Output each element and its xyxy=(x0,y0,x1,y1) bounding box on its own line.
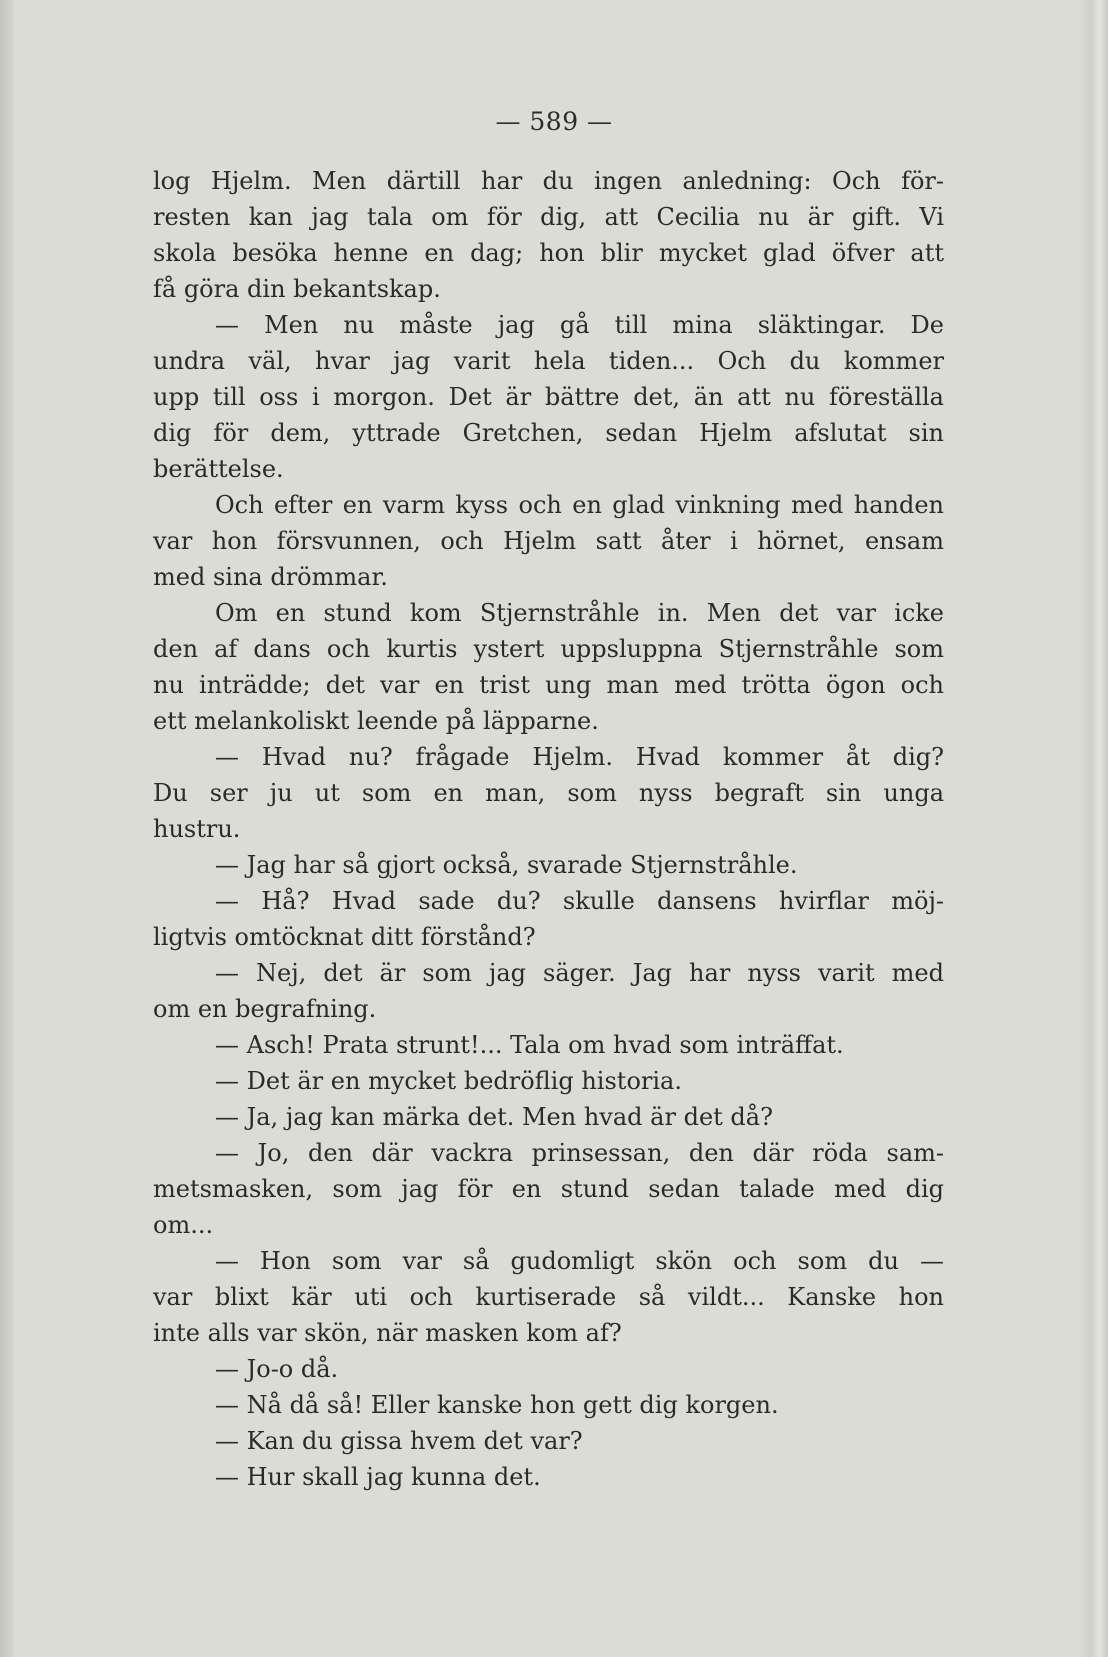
text-line: hustru. xyxy=(153,815,241,843)
text-line: få göra din bekantskap. xyxy=(153,275,441,303)
text-line: var hon försvunnen, och Hjelm satt åter i hörnet, ensam xyxy=(153,527,944,555)
text-line: — Jo-o då. xyxy=(215,1355,339,1383)
text-line: — Nej, det är som jag säger. Jag har nyss varit med xyxy=(215,959,944,987)
text-line: om... xyxy=(153,1211,214,1239)
text-line: resten kan jag tala om för dig, att Cecilia nu är gift. Vi xyxy=(153,203,944,231)
text-line: den af dans och kurtis ystert uppsluppna Stjernstråhle som xyxy=(153,635,944,663)
text-line: om en begrafning. xyxy=(153,995,377,1023)
text-line: — Jo, den där vackra prinsessan, den där röda sam- xyxy=(215,1139,944,1167)
text-line: — Kan du gissa hvem det var? xyxy=(215,1427,583,1455)
text-line: nu inträdde; det var en trist ung man med trötta ögon och xyxy=(153,671,944,699)
text-line: undra väl, hvar jag varit hela tiden... Och du kommer xyxy=(153,347,944,375)
text-line: — Hon som var så gudomligt skön och som du — xyxy=(215,1247,944,1275)
text-line: — Asch! Prata strunt!... Tala om hvad som inträffat. xyxy=(215,1031,844,1059)
text-line: — Hå? Hvad sade du? skulle dansens hvirflar möj- xyxy=(215,887,944,915)
text-line: skola besöka henne en dag; hon blir mycket glad öfver att xyxy=(153,239,944,267)
page-number: — 589 — xyxy=(495,107,613,136)
page-gutter-shadow xyxy=(0,0,14,1657)
text-line: Och efter en varm kyss och en glad vinkning med handen xyxy=(215,491,944,519)
text-line: — Hvad nu? frågade Hjelm. Hvad kommer åt dig? xyxy=(215,743,944,771)
text-line: — Ja, jag kan märka det. Men hvad är det då? xyxy=(215,1103,773,1131)
text-line: log Hjelm. Men därtill har du ingen anledning: Och för- xyxy=(153,167,944,195)
body-text xyxy=(153,163,944,1495)
text-line: ett melankoliskt leende på läpparne. xyxy=(153,707,599,735)
text-line: — Jag har så gjort också, svarade Stjernstråhle. xyxy=(215,851,798,879)
text-line: berättelse. xyxy=(153,455,284,483)
text-line: — Det är en mycket bedröflig historia. xyxy=(215,1067,682,1095)
text-line: var blixt kär uti och kurtiserade så vildt... Kanske hon xyxy=(153,1283,944,1311)
text-line: Du ser ju ut som en man, som nyss begraft sin unga xyxy=(153,779,944,807)
text-line: Om en stund kom Stjernstråhle in. Men det var icke xyxy=(215,599,944,627)
text-line: dig för dem, yttrade Gretchen, sedan Hjelm afslutat sin xyxy=(153,419,944,447)
page-edge-shadow xyxy=(1080,0,1108,1657)
text-line: — Men nu måste jag gå till mina släktingar. De xyxy=(215,311,944,339)
text-line: — Hur skall jag kunna det. xyxy=(215,1463,541,1491)
text-line: — Nå då så! Eller kanske hon gett dig korgen. xyxy=(215,1391,779,1419)
text-line: upp till oss i morgon. Det är bättre det, än att nu föreställa xyxy=(153,383,944,411)
text-line: inte alls var skön, när masken kom af? xyxy=(153,1319,622,1347)
text-line: metsmasken, som jag för en stund sedan talade med dig xyxy=(153,1175,944,1203)
text-line: ligtvis omtöcknat ditt förstånd? xyxy=(153,923,536,951)
text-line: med sina drömmar. xyxy=(153,563,388,591)
